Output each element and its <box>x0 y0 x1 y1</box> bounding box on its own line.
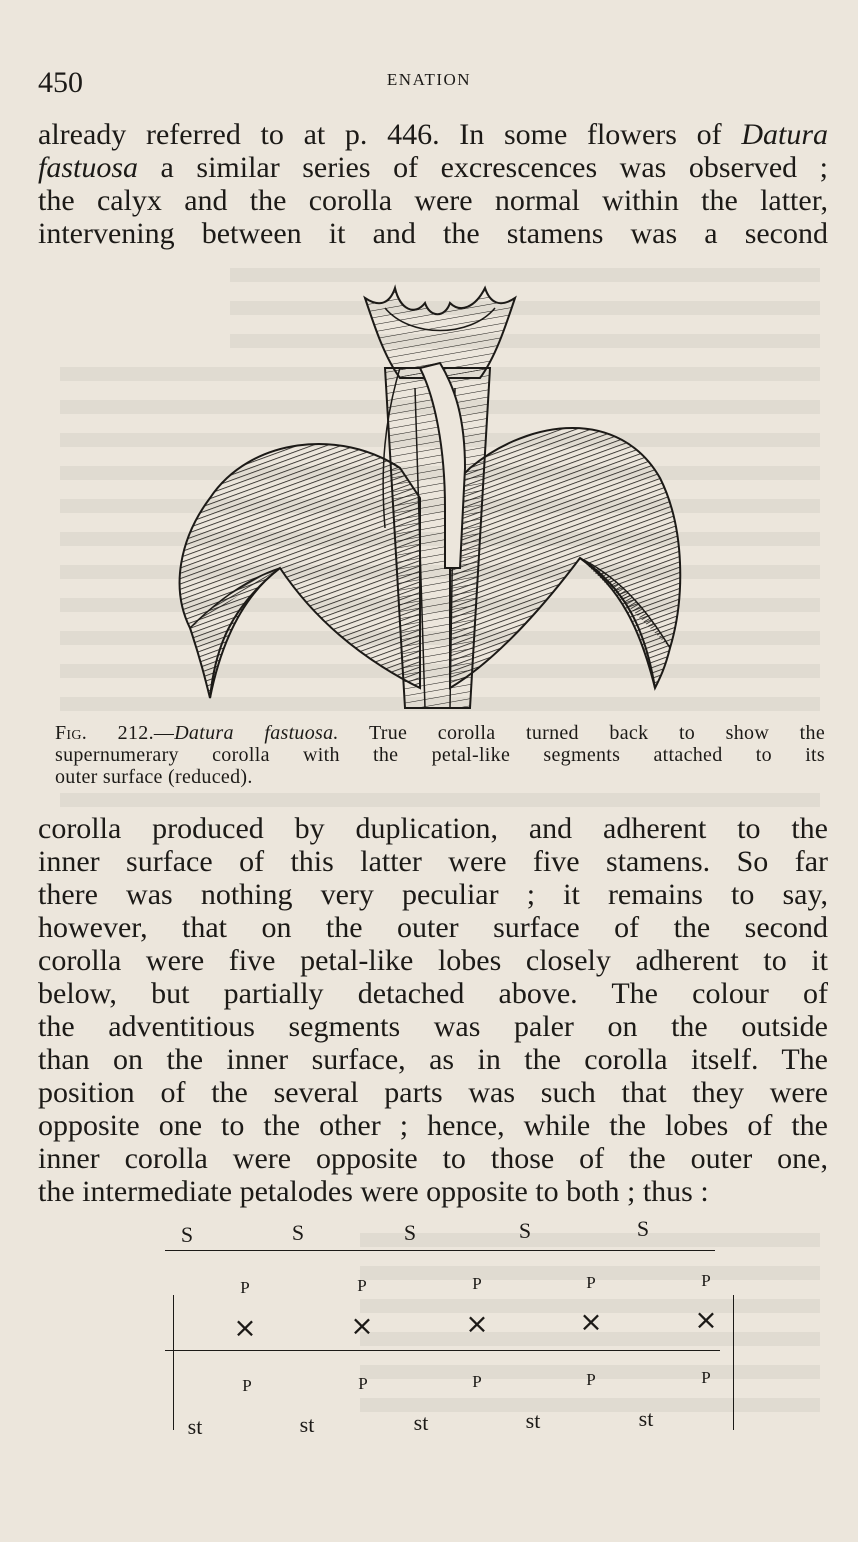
paragraph-main <box>38 812 828 1208</box>
text-line: there was nothing very peculiar ; it remains to say, <box>38 878 828 911</box>
stamen-label: st <box>187 1414 203 1439</box>
floral-diagram <box>165 1210 745 1440</box>
text-line: fastuosa a similar series of excrescences was observed ; <box>38 151 828 184</box>
paragraph-top <box>38 118 828 250</box>
sepal-label: S <box>636 1216 650 1241</box>
text-line: below, but partially detached above. The colour of <box>38 977 828 1010</box>
petalode-cross-icon: × <box>465 1307 489 1340</box>
petalode-cross-icon: × <box>694 1303 718 1336</box>
running-head: ENATION <box>386 70 472 89</box>
stamen-label: st <box>525 1408 541 1433</box>
petalode-cross-icon: × <box>350 1309 374 1342</box>
text-line: than on the inner surface, as in the corolla itself. The <box>38 1043 828 1076</box>
sepal-label: S <box>403 1220 417 1245</box>
petal-label: P <box>586 1273 596 1292</box>
petal-label: P <box>242 1376 252 1395</box>
petal-label: P <box>357 1276 367 1295</box>
italic-genus: Datura <box>741 118 828 151</box>
sepal-label: S <box>518 1218 532 1243</box>
text-line: the calyx and the corolla were normal within the latter, <box>38 184 828 217</box>
petal-label: P <box>240 1278 250 1297</box>
text-line: opposite one to the other ; hence, while the lobes of the <box>38 1109 828 1142</box>
petal-label: P <box>701 1271 711 1290</box>
text-line: already referred to at p. 446. In some flowers of Datura <box>38 118 828 151</box>
diagram-rule-top <box>165 1250 715 1251</box>
datura-flower-illustration <box>170 268 690 718</box>
petalode-cross-icon: × <box>233 1311 257 1344</box>
text-line: position of the several parts was such that they were <box>38 1076 828 1109</box>
diagram-rule-right <box>733 1295 734 1430</box>
petal-label: P <box>358 1374 368 1393</box>
italic-species: fastuosa <box>38 151 139 184</box>
petal-label: P <box>586 1370 596 1389</box>
figure-number: Fig. 212. <box>55 722 154 744</box>
text-line: however, that on the outer surface of the second <box>38 911 828 944</box>
caption-line: supernumerary corolla with the petal-like segments attached to its <box>55 744 825 766</box>
sepal-label: S <box>180 1222 194 1247</box>
caption-line: Fig. 212.—Datura fastuosa. True corolla turned back to show the <box>55 722 825 744</box>
text-line: inner corolla were opposite to those of the outer one, <box>38 1142 828 1175</box>
text-line: the adventitious segments was paler on the outside <box>38 1010 828 1043</box>
stamen-label: st <box>638 1406 654 1431</box>
stamen-label: st <box>413 1410 429 1435</box>
text-line: intervening between it and the stamens was a second <box>38 217 828 250</box>
text-line: corolla were five petal-like lobes closely adherent to it <box>38 944 828 977</box>
petal-label: P <box>701 1368 711 1387</box>
diagram-rule-left <box>173 1295 174 1430</box>
page-number: 450 <box>38 66 83 99</box>
petal-label: P <box>472 1274 482 1293</box>
caption-line: outer surface (reduced). <box>55 766 253 788</box>
stamen-label: st <box>299 1412 315 1437</box>
figure-caption <box>55 722 825 788</box>
sepal-label: S <box>291 1220 305 1245</box>
caption-species: Datura fastuosa. <box>174 722 339 744</box>
text-line: the intermediate petalodes were opposite to both ; thus : <box>38 1175 709 1208</box>
diagram-rule-middle <box>165 1350 720 1351</box>
petalode-cross-icon: × <box>579 1305 603 1338</box>
text-line: inner surface of this latter were five stamens. So far <box>38 845 828 878</box>
petal-label: P <box>472 1372 482 1391</box>
text-line: corolla produced by duplication, and adherent to the <box>38 812 828 845</box>
